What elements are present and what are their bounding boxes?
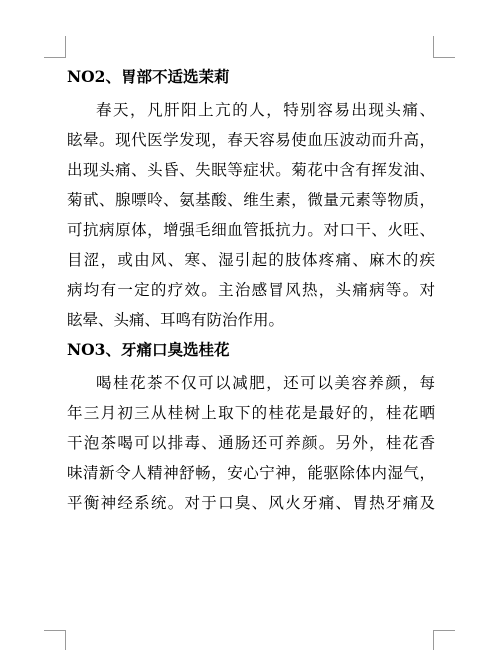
crop-mark-top-right — [433, 36, 455, 58]
crop-mark-top-left — [44, 36, 66, 58]
paragraph-line: 平衡神经系统。对于口臭、风火牙痛、胃热牙痛及 — [67, 494, 435, 512]
section-heading-no2: NO2、胃部不适选茉莉 — [67, 67, 230, 86]
paragraph-line: 年三月初三从桂树上取下的桂花是最好的，桂花晒 — [67, 404, 435, 422]
section-paragraph-no2 — [67, 95, 435, 335]
paragraph-line: 干泡茶喝可以排毒、通肠还可养颜。另外，桂花香 — [67, 434, 435, 452]
crop-mark-bottom-right — [433, 630, 455, 650]
paragraph-line: 目涩，或由风、寒、湿引起的肢体疼痛、麻木的疾 — [67, 251, 435, 269]
paragraph-line: 可抗病原体，增强毛细血管抵抗力。对口干、火旺、 — [67, 221, 435, 239]
crop-mark-bottom-left — [44, 630, 66, 650]
paragraph-line: 出现头痛、头昏、失眠等症状。菊花中含有挥发油、 — [67, 161, 435, 179]
section-heading-no3: NO3、牙痛口臭选桂花 — [67, 340, 230, 359]
paragraph-line: 菊甙、腺嘌呤、氨基酸、维生素，微量元素等物质， — [67, 191, 435, 209]
paragraph-line: 味清新令人精神舒畅，安心宁神，能驱除体内湿气， — [67, 464, 435, 482]
section-paragraph-no3 — [67, 368, 435, 518]
paragraph-line: 眩晕。现代医学发现，春天容易使血压波动而升高， — [67, 131, 435, 149]
paragraph-line: 喝桂花茶不仅可以减肥，还可以美容养颜，每 — [96, 374, 435, 392]
paragraph-line: 眩晕、头痛、耳鸣有防治作用。 — [67, 311, 285, 329]
document-body — [67, 62, 435, 518]
paragraph-line: 春天，凡肝阳上亢的人，特别容易出现头痛、 — [96, 101, 435, 119]
paragraph-line: 病均有一定的疗效。主治感冒风热，头痛病等。对 — [67, 281, 435, 299]
